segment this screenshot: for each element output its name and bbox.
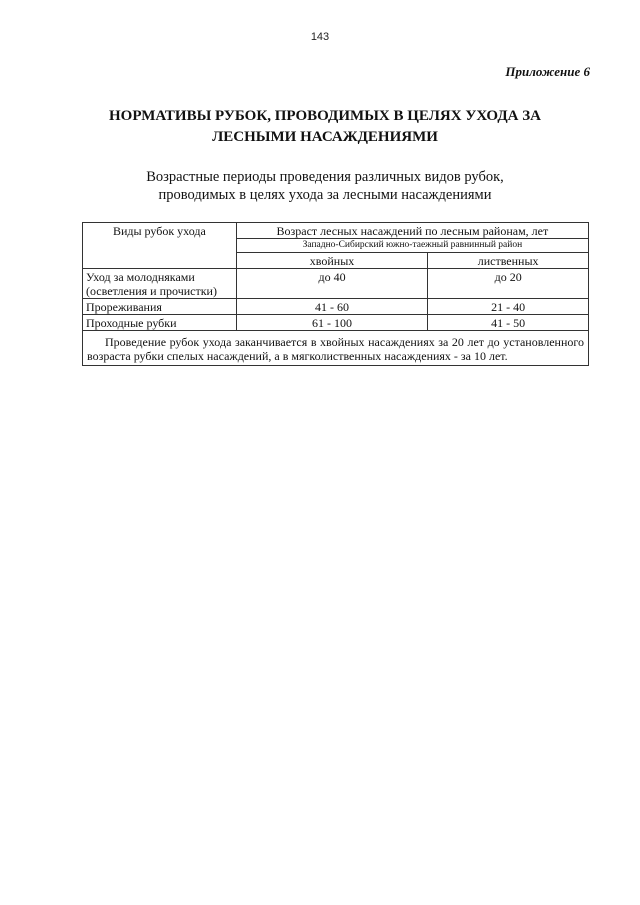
norms-table xyxy=(82,222,589,366)
row-felling-type-line-2: (осветления и прочистки) xyxy=(86,284,217,298)
appendix-label: Приложение 6 xyxy=(505,64,590,79)
document-title xyxy=(60,106,590,148)
row-conifer-age: до 40 xyxy=(236,269,428,299)
row-felling-type: Проходные рубки xyxy=(83,315,237,331)
header-deciduous: лиственных xyxy=(428,253,589,269)
header-felling-type: Виды рубок ухода xyxy=(83,223,237,269)
row-felling-type: Прореживания xyxy=(83,299,237,315)
table-row xyxy=(83,315,589,331)
table-caption xyxy=(80,168,570,204)
header-region: Западно-Сибирский южно-таежный равнинный район xyxy=(236,239,588,253)
table-note-row xyxy=(83,331,589,366)
row-felling-type-line-1: Уход за молодняками xyxy=(86,270,195,284)
row-felling-type xyxy=(83,269,237,299)
document-title-line-2: ЛЕСНЫМИ НАСАЖДЕНИЯМИ xyxy=(212,129,438,145)
row-deciduous-age: 21 - 40 xyxy=(428,299,589,315)
header-conifer: хвойных xyxy=(236,253,428,269)
table-header-row xyxy=(83,223,589,239)
table-row xyxy=(83,269,589,299)
table-note xyxy=(83,331,589,366)
row-deciduous-age: 41 - 50 xyxy=(428,315,589,331)
document-title-line-1: НОРМАТИВЫ РУБОК, ПРОВОДИМЫХ В ЦЕЛЯХ УХОДА ЗА xyxy=(109,108,541,124)
page-number: 143 xyxy=(310,31,330,43)
row-deciduous-age: до 20 xyxy=(428,269,589,299)
row-conifer-age: 41 - 60 xyxy=(236,299,428,315)
table-caption-line-1: Возрастные периоды проведения различных видов рубок, xyxy=(146,169,504,185)
row-conifer-age: 61 - 100 xyxy=(236,315,428,331)
table-caption-line-2: проводимых в целях ухода за лесными насаждениями xyxy=(158,187,492,203)
table-row xyxy=(83,299,589,315)
table-note-text: Проведение рубок ухода заканчивается в хвойных насаждениях за 20 лет до установленного возраста рубки спелых насаждений, а в мягколиственных насаждениях - за 10 лет. xyxy=(87,335,584,363)
header-forest-age: Возраст лесных насаждений по лесным районам, лет xyxy=(236,223,588,239)
